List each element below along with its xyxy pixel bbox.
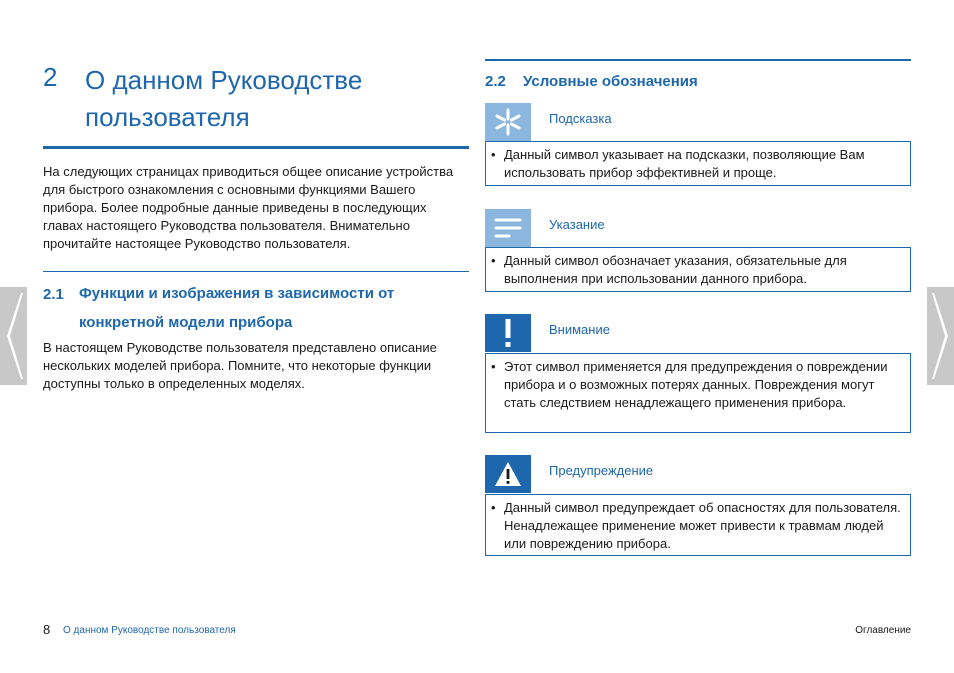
section-2-2-number: 2.2 [485, 73, 506, 90]
note-icon-box [485, 209, 531, 247]
section-2-1-title-line2: конкретной модели прибора [79, 314, 293, 331]
warning-triangle-icon [493, 460, 523, 488]
chevron-left-icon [4, 291, 24, 381]
warning-bullet: • [491, 500, 496, 515]
attention-text: Этот символ применяется для предупреждения о повреждении прибора и о возможных потерях данных. Повреждения могут стать следствием ненадлежащего применения прибора. [504, 359, 888, 410]
toc-link[interactable]: Оглавление [855, 625, 911, 636]
chapter-number: 2 [43, 62, 58, 92]
chapter-title: О данном Руководстве пользователя [85, 65, 363, 132]
attention-box [485, 353, 911, 433]
warning-text: Данный символ предупреждает об опасностях для пользователя. Ненадлежащее применение может привести к травмам людей или повреждению прибора. [504, 500, 901, 551]
note-box [485, 247, 911, 292]
tip-box [485, 141, 911, 186]
attention-icon-box [485, 314, 531, 352]
section-2-2-title: Условные обозначения [523, 73, 698, 90]
note-text: Данный символ обозначает указания, обязательные для выполнения при использовании данного прибора. [504, 253, 847, 286]
attention-label: Внимание [549, 322, 610, 337]
warning-icon-box [485, 455, 531, 493]
page-number: 8 [43, 622, 51, 637]
section-2-1-text: В настоящем Руководстве пользователя представлено описание нескольких моделей прибора. Помните, что некоторые функции доступны только в определенных моделях. [43, 340, 437, 391]
chapter-intro: На следующих страницах приводиться общее описание устройства для быстрого ознакомления с основными функциями Вашего прибора. Более подробные данные приведены в последующих главах настоящего Руководства пользователя. Внимательно прочитайте настоящее Руководство пользователя. [43, 164, 454, 251]
attention-bullet: • [491, 359, 496, 374]
chapter-divider [43, 146, 469, 149]
section-divider [43, 271, 469, 272]
prev-page-button[interactable] [0, 287, 27, 385]
tip-icon-box [485, 103, 531, 141]
asterisk-icon [493, 107, 523, 137]
tip-text: Данный символ указывает на подсказки, позволяющие Вам использовать прибор эффективней и проще. [504, 147, 865, 180]
note-lines-icon [493, 216, 523, 240]
note-label: Указание [549, 217, 605, 232]
warning-label: Предупреждение [549, 463, 654, 478]
next-page-button[interactable] [927, 287, 954, 385]
section-2-1-number: 2.1 [43, 286, 64, 303]
warning-box [485, 494, 911, 556]
note-bullet: • [491, 253, 496, 268]
tip-label: Подсказка [549, 111, 612, 126]
footer-chapter-link[interactable]: О данном Руководстве пользователя [63, 625, 236, 636]
chevron-right-icon [931, 291, 951, 381]
tip-bullet: • [491, 147, 496, 162]
section-2-1-title [79, 279, 469, 337]
right-top-divider [485, 59, 911, 61]
exclamation-icon [502, 318, 514, 348]
section-2-1-title-line1: Функции и изображения в зависимости от [79, 285, 395, 302]
